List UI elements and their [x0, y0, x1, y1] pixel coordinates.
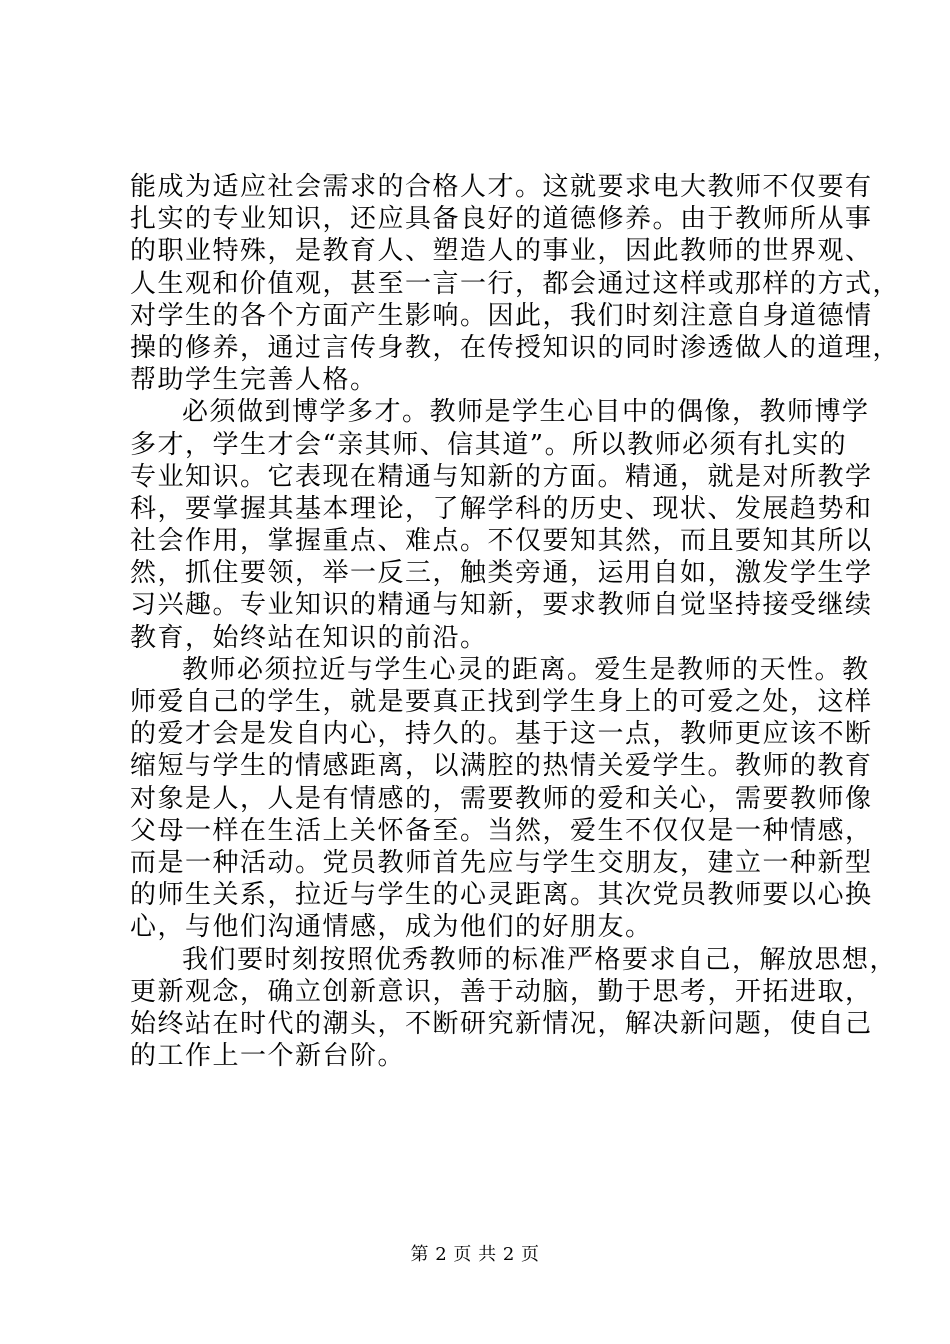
text-line: 的爱才会是发自内心，持久的。基于这一点，教师更应该不断	[130, 719, 873, 750]
text-line: 帮助学生完善人格。	[130, 365, 378, 396]
text-line: 更新观念，确立创新意识，善于动脑，勤于思考，开拓进取，	[130, 976, 873, 1007]
text-line: 对象是人，人是有情感的，需要教师的爱和关心，需要教师像	[130, 783, 873, 814]
text-line: 缩短与学生的情感距离，以满腔的热情关爱学生。教师的教育	[130, 751, 873, 782]
text-line: 多才，学生才会“亲其师、信其道”。所以教师必须有扎实的	[130, 429, 848, 460]
paragraph-first-line: 必须做到博学多才。教师是学生心目中的偶像，教师博学	[182, 397, 870, 428]
text-line: 扎实的专业知识，还应具备良好的道德修养。由于教师所从事	[130, 204, 873, 235]
text-line: 心，与他们沟通情感，成为他们的好朋友。	[130, 912, 653, 943]
text-line: 然，抓住要领，举一反三，触类旁通，运用自如，激发学生学	[130, 558, 873, 589]
text-line: 父母一样在生活上关怀备至。当然，爱生不仅仅是一种情感，	[130, 815, 873, 846]
text-line: 教育，始终站在知识的前沿。	[130, 622, 488, 653]
text-line: 专业知识。它表现在精通与知新的方面。精通，就是对所教学	[130, 461, 873, 492]
paragraph-first-line: 教师必须拉近与学生心灵的距离。爱生是教师的天性。教	[182, 654, 870, 685]
body-text	[130, 171, 901, 1072]
text-line: 的职业特殊，是教育人、塑造人的事业，因此教师的世界观、	[130, 236, 873, 267]
text-line: 的师生关系，拉近与学生的心灵距离。其次党员教师要以心换	[130, 880, 873, 911]
text-line: 人生观和价值观，甚至一言一行，都会通过这样或那样的方式，	[130, 268, 901, 299]
text-line: 对学生的各个方面产生影响。因此，我们时刻注意自身道德情	[130, 300, 873, 331]
text-line: 习兴趣。专业知识的精通与知新，要求教师自觉坚持接受继续	[130, 590, 873, 621]
text-line: 社会作用，掌握重点、难点。不仅要知其然，而且要知其所以	[130, 526, 873, 557]
text-line: 操的修养，通过言传身教，在传授知识的同时渗透做人的道理，	[130, 332, 901, 363]
text-line: 而是一种活动。党员教师首先应与学生交朋友，建立一种新型	[130, 847, 873, 878]
text-line: 的工作上一个新台阶。	[130, 1041, 406, 1072]
text-line: 始终站在时代的潮头，不断研究新情况，解决新问题，使自己	[130, 1008, 873, 1039]
page-footer: 第 2 页 共 2 页	[410, 1244, 540, 1265]
text-line: 师爱自己的学生，就是要真正找到学生身上的可爱之处，这样	[130, 687, 873, 717]
text-line: 能成为适应社会需求的合格人才。这就要求电大教师不仅要有	[130, 172, 873, 202]
paragraph-first-line: 我们要时刻按照优秀教师的标准严格要求自己，解放思想，	[182, 944, 898, 975]
text-line: 科，要掌握其基本理论，了解学科的历史、现状、发展趋势和	[130, 493, 873, 524]
